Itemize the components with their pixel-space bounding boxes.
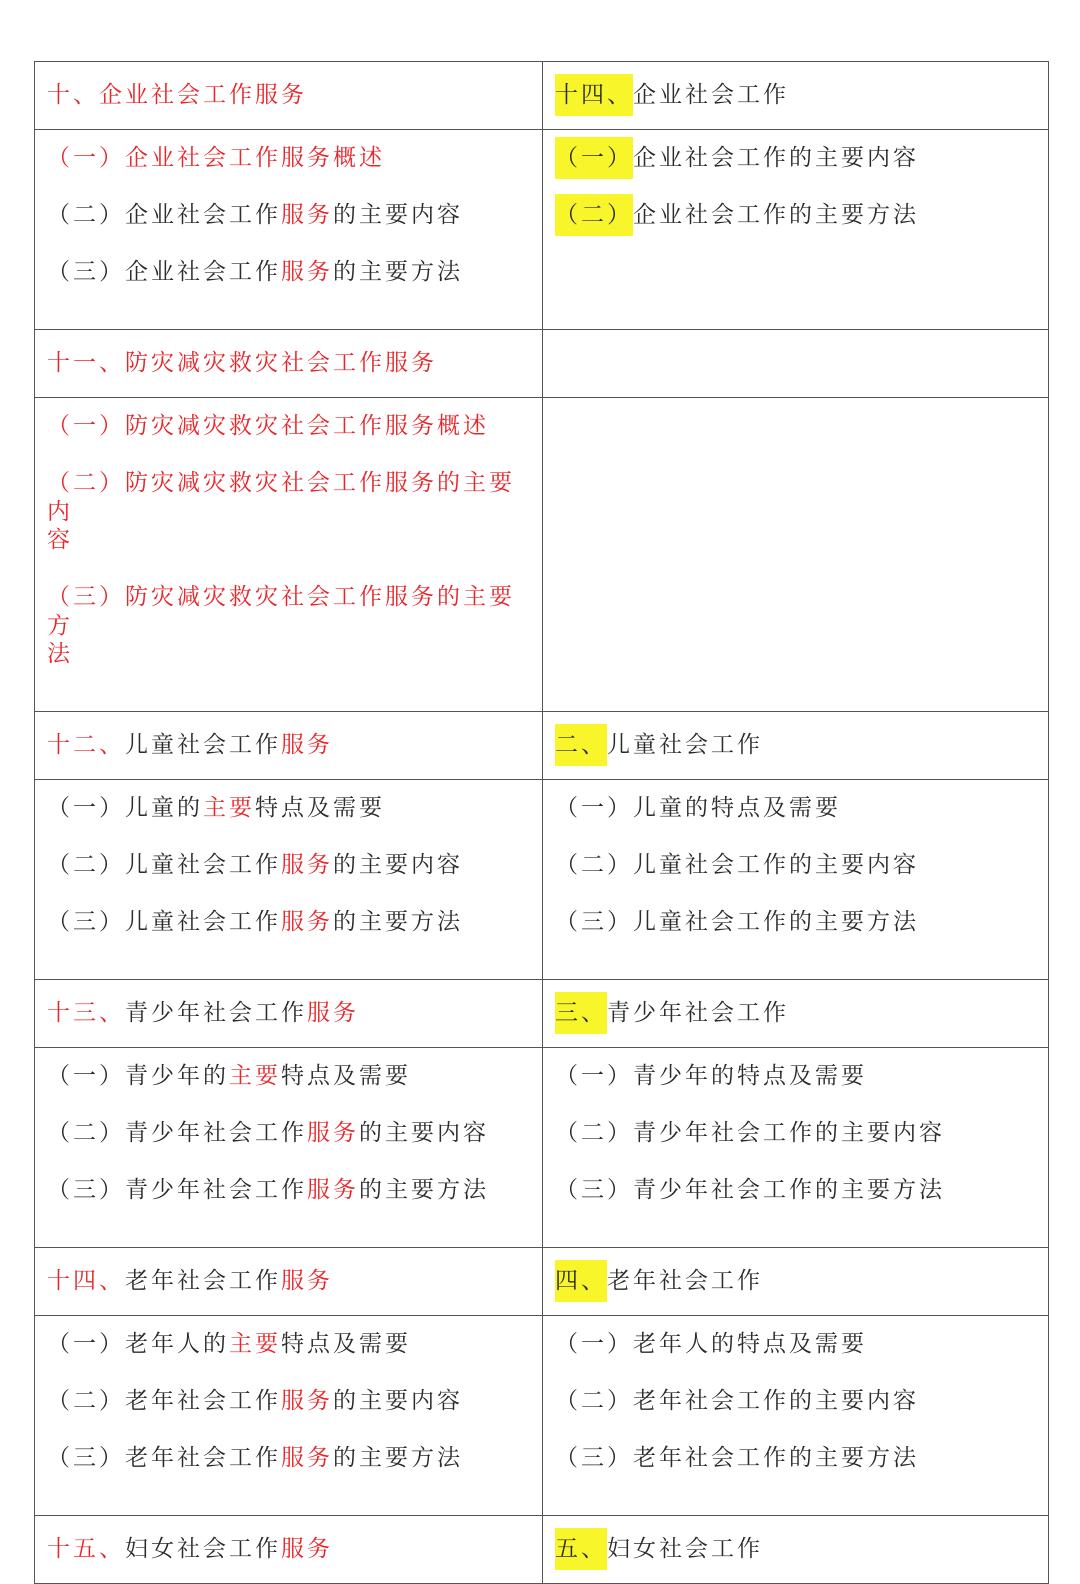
heading-segment: 十四、	[47, 1268, 125, 1294]
heading-segment: 妇女社会工作	[125, 1536, 281, 1562]
left-items-cell	[35, 1316, 543, 1516]
left-heading-line	[47, 999, 532, 1028]
right-section-heading	[543, 62, 1049, 130]
highlighted-number: 二、	[555, 724, 607, 766]
item-segment: 的主要内容	[333, 852, 463, 878]
left-heading-line	[47, 1267, 532, 1296]
item-number: （二）	[555, 852, 633, 878]
item-text: 老年社会工作的主要方法	[633, 1445, 919, 1471]
heading-segment: 服务	[307, 1000, 359, 1026]
item-segment: 主要	[229, 1331, 281, 1357]
right-item-line	[555, 201, 1038, 258]
section-items-row	[35, 130, 1049, 330]
heading-segment: 老年社会工作	[125, 1268, 281, 1294]
left-item-line	[47, 1119, 532, 1176]
item-text: 儿童社会工作的主要方法	[633, 909, 919, 935]
right-section-heading	[543, 330, 1049, 398]
comparison-table	[34, 61, 1049, 1584]
item-segment: 主要	[229, 1063, 281, 1089]
left-item-line	[47, 526, 532, 583]
highlighted-item-number: （二）	[555, 194, 633, 236]
right-section-heading	[543, 1248, 1049, 1316]
item-segment: （二）防灾减灾救灾社会工作服务的主要内	[47, 470, 515, 525]
item-segment: （二）老年社会工作	[47, 1388, 281, 1414]
item-segment: 服务	[307, 1120, 359, 1146]
comparison-table-body	[35, 62, 1049, 1584]
left-section-heading	[35, 330, 543, 398]
section-items-row	[35, 780, 1049, 980]
item-segment: 特点及需要	[281, 1063, 411, 1089]
heading-segment: 十一、防灾减灾救灾社会工作服务	[47, 350, 437, 376]
item-segment: 的主要内容	[333, 1388, 463, 1414]
left-item-line	[47, 851, 532, 908]
right-section-heading	[543, 712, 1049, 780]
left-items-cell	[35, 1048, 543, 1248]
section-items-row	[35, 1316, 1049, 1516]
left-item-line	[47, 469, 532, 526]
item-number: （一）	[555, 1331, 633, 1357]
heading-title: 青少年社会工作	[607, 1000, 789, 1026]
section-items-row	[35, 1048, 1049, 1248]
section-header-row	[35, 712, 1049, 780]
right-item-line	[555, 908, 1038, 965]
left-items-cell	[35, 130, 543, 330]
item-segment: （二）企业社会工作	[47, 202, 281, 228]
left-section-heading	[35, 1516, 543, 1584]
right-section-heading	[543, 1516, 1049, 1584]
right-item-line	[555, 851, 1038, 908]
item-text: 儿童的特点及需要	[633, 795, 841, 821]
heading-title: 企业社会工作	[633, 82, 789, 108]
left-heading-line	[47, 731, 532, 760]
item-text: 企业社会工作的主要内容	[633, 145, 919, 171]
item-segment: 特点及需要	[281, 1331, 411, 1357]
highlighted-number: 十四、	[555, 74, 633, 116]
section-header-row	[35, 1516, 1049, 1584]
item-segment: 服务	[281, 259, 333, 285]
right-heading-line	[555, 1535, 1038, 1564]
left-item-line	[47, 201, 532, 258]
left-item-line	[47, 583, 532, 640]
section-header-row	[35, 980, 1049, 1048]
item-segment: （三）儿童社会工作	[47, 909, 281, 935]
right-heading-line	[555, 731, 1038, 760]
item-segment: 的主要方法	[333, 259, 463, 285]
item-number: （三）	[555, 1177, 633, 1203]
left-section-heading	[35, 712, 543, 780]
heading-segment: 服务	[281, 1268, 333, 1294]
heading-title: 老年社会工作	[607, 1268, 763, 1294]
highlighted-number: 三、	[555, 992, 607, 1034]
item-segment: （一）老年人的	[47, 1331, 229, 1357]
right-items-cell	[543, 398, 1049, 712]
right-items-cell	[543, 780, 1049, 980]
left-item-line	[47, 1330, 532, 1387]
item-segment: （二）儿童社会工作	[47, 852, 281, 878]
item-segment: （一）青少年的	[47, 1063, 229, 1089]
heading-segment: 十五、	[47, 1536, 125, 1562]
item-number: （二）	[555, 1388, 633, 1414]
right-item-line	[555, 1062, 1038, 1119]
right-item-line	[555, 1176, 1038, 1233]
left-item-line	[47, 1387, 532, 1444]
item-segment: 的主要内容	[359, 1120, 489, 1146]
right-heading-line	[555, 999, 1038, 1028]
left-section-heading	[35, 1248, 543, 1316]
section-header-row	[35, 62, 1049, 130]
left-item-line	[47, 908, 532, 965]
item-text: 青少年社会工作的主要方法	[633, 1177, 945, 1203]
right-item-line	[555, 1444, 1038, 1501]
right-items-cell	[543, 130, 1049, 330]
item-number: （一）	[555, 1063, 633, 1089]
left-items-cell	[35, 398, 543, 712]
item-segment: （三）青少年社会工作	[47, 1177, 307, 1203]
item-number: （三）	[555, 1445, 633, 1471]
right-items-cell	[543, 1316, 1049, 1516]
item-number: （一）	[555, 795, 633, 821]
item-text: 儿童社会工作的主要内容	[633, 852, 919, 878]
section-items-row	[35, 398, 1049, 712]
section-header-row	[35, 1248, 1049, 1316]
heading-title: 妇女社会工作	[607, 1536, 763, 1562]
item-segment: 服务	[281, 852, 333, 878]
item-segment: （二）青少年社会工作	[47, 1120, 307, 1146]
left-item-line	[47, 794, 532, 851]
item-segment: 服务	[281, 1388, 333, 1414]
left-heading-line	[47, 349, 532, 378]
item-segment: 的主要方法	[333, 1445, 463, 1471]
heading-title: 儿童社会工作	[607, 732, 763, 758]
heading-segment: 服务	[255, 82, 307, 108]
item-segment: 服务	[281, 909, 333, 935]
heading-segment: 十三、	[47, 1000, 125, 1026]
left-section-heading	[35, 62, 543, 130]
heading-segment: 儿童社会工作	[125, 732, 281, 758]
right-items-cell	[543, 1048, 1049, 1248]
left-item-line	[47, 1176, 532, 1233]
right-section-heading	[543, 980, 1049, 1048]
right-heading-line	[555, 81, 1038, 110]
left-item-line	[47, 640, 532, 697]
item-segment: 的主要内容	[333, 202, 463, 228]
item-segment: 特点及需要	[255, 795, 385, 821]
item-segment: 的主要方法	[333, 909, 463, 935]
item-text: 老年人的特点及需要	[633, 1331, 867, 1357]
left-item-line	[47, 258, 532, 315]
item-segment: 服务	[307, 1177, 359, 1203]
left-section-heading	[35, 980, 543, 1048]
item-segment: （三）老年社会工作	[47, 1445, 281, 1471]
heading-segment: 十、企业社会工作	[47, 82, 255, 108]
item-number: （三）	[555, 909, 633, 935]
left-heading-line	[47, 1535, 532, 1564]
right-heading-line	[555, 1267, 1038, 1296]
highlighted-number: 四、	[555, 1260, 607, 1302]
item-number: （二）	[555, 1120, 633, 1146]
right-item-line	[555, 1119, 1038, 1176]
item-text: 青少年的特点及需要	[633, 1063, 867, 1089]
heading-segment: 服务	[281, 1536, 333, 1562]
item-text: 青少年社会工作的主要内容	[633, 1120, 945, 1146]
right-item-line	[555, 794, 1038, 851]
item-segment: （三）企业社会工作	[47, 259, 281, 285]
item-segment: 法	[47, 641, 73, 667]
left-item-line	[47, 412, 532, 469]
item-segment: 的主要方法	[359, 1177, 489, 1203]
item-segment: 主要	[203, 795, 255, 821]
item-text: 企业社会工作的主要方法	[633, 202, 919, 228]
left-item-line	[47, 144, 532, 201]
right-item-line	[555, 144, 1038, 201]
heading-segment: 青少年社会工作	[125, 1000, 307, 1026]
left-item-line	[47, 1062, 532, 1119]
left-heading-line	[47, 81, 532, 110]
item-segment: 服务	[281, 1445, 333, 1471]
item-text: 老年社会工作的主要内容	[633, 1388, 919, 1414]
heading-segment: 十二、	[47, 732, 125, 758]
right-item-line	[555, 1330, 1038, 1387]
right-item-line	[555, 1387, 1038, 1444]
section-header-row	[35, 330, 1049, 398]
item-segment: （三）防灾减灾救灾社会工作服务的主要方	[47, 584, 515, 639]
left-items-cell	[35, 780, 543, 980]
item-segment: 服务	[281, 202, 333, 228]
item-segment: （一）企业社会工作服务概述	[47, 145, 385, 171]
highlighted-number: 五、	[555, 1528, 607, 1570]
item-segment: 容	[47, 527, 73, 553]
left-item-line	[47, 1444, 532, 1501]
item-segment: （一）防灾减灾救灾社会工作服务概述	[47, 413, 489, 439]
item-segment: （一）儿童的	[47, 795, 203, 821]
heading-segment: 服务	[281, 732, 333, 758]
highlighted-item-number: （一）	[555, 137, 633, 179]
